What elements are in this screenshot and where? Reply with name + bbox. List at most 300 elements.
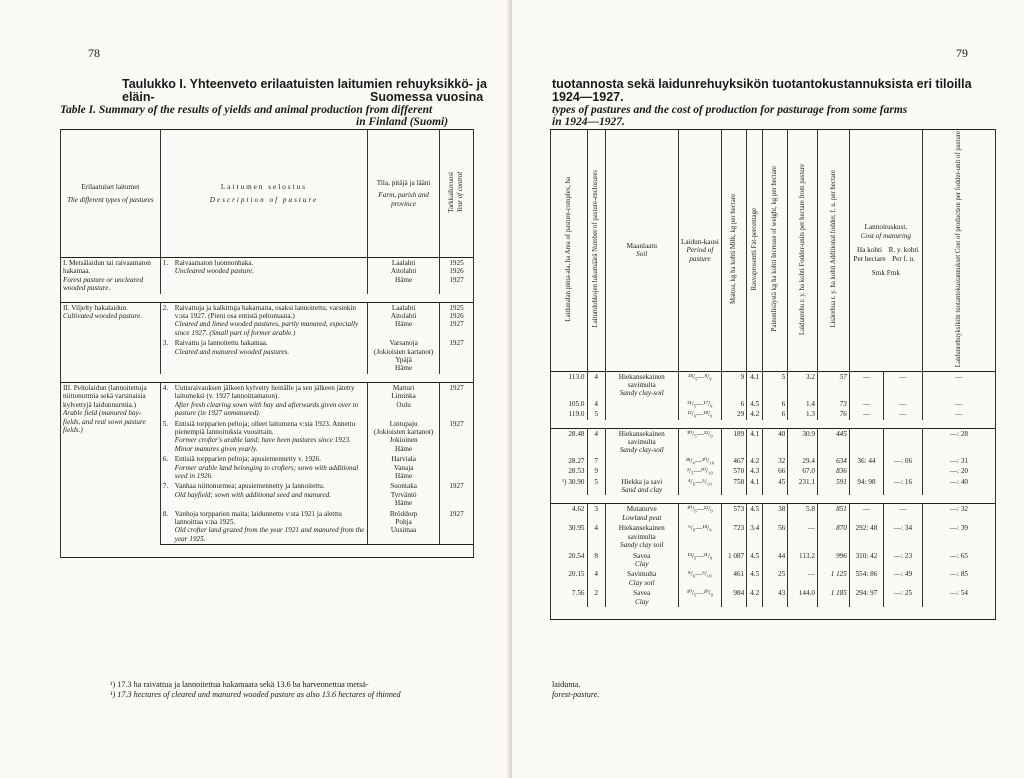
col-milk-label: Maitoa, kg ha kohti Milk, kg per hectare <box>730 194 738 305</box>
col-fat-label: Rasvaprosentti Fat-percentage <box>750 207 758 291</box>
period-cell: ¹⁰/₆—¹²/₉ <box>678 504 721 523</box>
col-header-fat <box>747 130 763 372</box>
gain-cell: 25 <box>763 569 788 588</box>
enclosure-count-cell: 4 <box>587 399 605 409</box>
soil-fi-2: savimulta <box>627 438 656 447</box>
enclosure-count-cell: 5 <box>587 477 605 496</box>
col-area-label: Laidunalan pinta-ala, ha Area of pasture-complex, ha <box>564 176 572 322</box>
soil-cell <box>605 456 678 466</box>
milk-cell: 6 <box>722 399 747 409</box>
fodder-units-cell: 144.0 <box>788 588 818 607</box>
fodder-units-cell: 3.2 <box>788 371 818 399</box>
fat-cell: 4.5 <box>747 504 763 523</box>
description-en: Uncleared wooded pasture. <box>174 267 254 276</box>
enclosure-count-cell: 2 <box>587 588 605 607</box>
period-cell: ³¹/₅—¹⁷/₉ <box>678 399 721 409</box>
area-cell: 28.48 <box>551 428 588 456</box>
soil-fi: Savea <box>633 551 651 560</box>
production-cost-cell: —: 54 <box>922 588 995 607</box>
description-cell <box>160 454 367 481</box>
soil-en: Clay soil <box>628 578 655 587</box>
period-cell: ⁶/₆—¹⁸/₉ <box>678 523 721 550</box>
soil-en: Sandy clay soil <box>620 541 664 550</box>
additional-fodder-cell: 1 125 <box>817 569 849 588</box>
col-farm-fi: Tila, pitäjä ja lääni <box>376 178 431 187</box>
area-cell: 30.95 <box>551 523 588 550</box>
gain-cell: 32 <box>763 456 788 466</box>
table-row <box>61 258 474 294</box>
group-spacer <box>61 294 474 303</box>
soil-cell <box>605 371 678 399</box>
soil-en: Sand and clay <box>621 486 663 495</box>
soil-fi: Hiekansekainen <box>618 429 665 438</box>
farm-cell: Varsanoja (Jokioisten kartanot) Ypäjä Häme <box>368 338 440 374</box>
col-per-ha: Ha kohti Per hectare <box>853 246 886 263</box>
group-name-en: Forest pasture or uncleared wooded pasture. <box>63 275 144 293</box>
description-fi: Raivaamaton luonnonhaka. <box>174 259 254 267</box>
col-year-en: Year of control <box>457 172 465 213</box>
period-cell: ²⁸/₅—⁸/₉ <box>678 371 721 399</box>
col-fertil-en: Cost of manuring <box>860 231 912 240</box>
cost-per-ha-cell: 36: 44 <box>849 456 883 466</box>
col-header-fu-ha <box>788 130 818 372</box>
description-cell <box>160 509 367 545</box>
table-row <box>61 382 474 418</box>
spacer-cell <box>61 374 474 383</box>
soil-cell <box>605 504 678 523</box>
row-number: 5. <box>162 419 169 428</box>
group-name-en: Cultivated wooded pasture. <box>63 312 142 321</box>
gain-cell: 43 <box>763 588 788 607</box>
fat-cell: 4.1 <box>747 477 763 496</box>
spacer-cell <box>551 420 996 429</box>
milk-cell: 1 087 <box>722 551 747 570</box>
col-header-period <box>678 130 721 372</box>
description-fi: Entisiä torpparien peltoja; apusiemennetty v. 1926. <box>174 455 322 464</box>
col-gain-label: Painonlisäystä kg ha kohti Increase of weight, kg per hectare <box>771 166 779 332</box>
description-cell <box>160 302 367 338</box>
cost-per-fu-cell: — <box>884 409 923 419</box>
table-title-fi-2: Suomessa vuosina <box>370 90 484 104</box>
milk-cell: 984 <box>722 588 747 607</box>
enclosure-count-cell: 7 <box>587 456 605 466</box>
fat-cell: 4.2 <box>747 409 763 419</box>
table-row <box>551 409 996 419</box>
area-cell: 20.54 <box>551 551 588 570</box>
group-spacer <box>551 495 996 504</box>
col-header-num-enclosures <box>587 130 605 372</box>
milk-cell: 723 <box>722 523 747 550</box>
group-name-fi: II. Viljelty hakalaidun. <box>63 303 128 312</box>
soil-en: Clay <box>634 559 649 568</box>
row-number: 7. <box>162 482 169 491</box>
right-page <box>512 0 1024 778</box>
farm-cell: Suontaka Tyrväntö Häme <box>368 481 440 508</box>
fill-cell <box>61 553 474 558</box>
col-period-en: Period of pasture <box>686 246 714 263</box>
farm-cell: Bröddorp Pohja Uusimaa <box>368 509 440 545</box>
year-cell: 1927 <box>440 419 474 455</box>
production-cost-cell: — <box>922 399 995 409</box>
col-header-milk <box>722 130 747 372</box>
fodder-units-cell: — <box>788 523 818 550</box>
soil-cell <box>605 428 678 456</box>
fodder-units-cell: 29.4 <box>788 456 818 466</box>
additional-fodder-cell: 76 <box>817 409 849 419</box>
soil-fi: Hiekka ja savi <box>621 477 663 486</box>
cost-per-ha-cell: 294: 97 <box>849 588 883 607</box>
milk-cell: 461 <box>722 569 747 588</box>
col-cost-label: Laidunrehuyksikön tuotantokustannukset Cost of production per fodder-unit of pasture <box>955 131 963 368</box>
fat-cell: 4.5 <box>747 551 763 570</box>
table-row <box>551 428 996 456</box>
enclosure-count-cell: 8 <box>587 551 605 570</box>
description-fi: Vanhoja torpparien maita; laidunnettu v:sta 1921 ja aletttu lannoittaa v:na 1925. <box>174 509 342 526</box>
cost-per-ha-cell: 310: 42 <box>849 551 883 570</box>
additional-fodder-cell: 836 <box>817 466 849 476</box>
soil-cell <box>605 551 678 570</box>
col-fu-add-label: Lisärehua r. y. ha kohti Additional fodder, f. u. per hectare <box>829 170 837 328</box>
year-cell: 1927 <box>440 338 474 374</box>
group-spacer <box>61 545 474 554</box>
production-cost-cell: —: 65 <box>922 551 995 570</box>
period-cell: ¹²/₆—¹⁸/₉ <box>678 409 721 419</box>
milk-cell: 29 <box>722 409 747 419</box>
fat-cell: 4.1 <box>747 371 763 399</box>
fodder-units-cell: 113.2 <box>788 551 818 570</box>
additional-fodder-cell: 1 185 <box>817 588 849 607</box>
production-cost-cell: —: 20 <box>922 466 995 476</box>
milk-cell: 573 <box>722 504 747 523</box>
cost-per-ha-cell: 94: 98 <box>849 477 883 496</box>
production-cost-cell: —: 32 <box>922 504 995 523</box>
table-row <box>61 302 474 338</box>
soil-fi-2: savimulta <box>627 532 656 541</box>
col-header-area <box>551 130 588 372</box>
cost-per-fu-cell <box>884 428 923 456</box>
additional-fodder-cell: 73 <box>817 399 849 409</box>
additional-fodder-cell: 591 <box>817 477 849 496</box>
description-en: Cleared and limed wooded pastures, partly manured, especially since 1927. (Small part of former arable.) <box>174 320 359 337</box>
col-header-farm <box>368 130 440 258</box>
row-number: 3. <box>162 339 169 348</box>
spacer-cell <box>551 607 996 615</box>
production-cost-cell: —: 28 <box>922 428 995 456</box>
area-cell: 113.0 <box>551 371 588 399</box>
milk-cell: 570 <box>722 466 747 476</box>
period-cell: ⁸/₆—⁶/₁₀ <box>678 569 721 588</box>
area-cell: ¹) 30.90 <box>551 477 588 496</box>
year-cell: 1927 <box>440 382 474 418</box>
col-header-gain <box>763 130 788 372</box>
description-fi: Entisiä torpparien peltoja; olleet laitumena v:sta 1923. Annettu pienempiä lannoituksia vuosittain. <box>174 419 356 436</box>
soil-cell <box>605 466 678 476</box>
year-cell: 1927 <box>440 481 474 508</box>
group-name-cell <box>61 382 161 544</box>
production-cost-cell: —: 31 <box>922 456 995 466</box>
cost-per-ha-cell: — <box>849 504 883 523</box>
cost-per-fu-cell: —: 23 <box>884 551 923 570</box>
description-cell <box>160 382 367 418</box>
gain-cell: 6 <box>763 399 788 409</box>
col-header-fu-add <box>817 130 849 372</box>
milk-cell: 9 <box>722 371 747 399</box>
gain-cell: 66 <box>763 466 788 476</box>
period-cell: ²⁸/₄—¹⁰/₁₀ <box>678 456 721 466</box>
area-cell: 28.53 <box>551 466 588 476</box>
group-spacer <box>551 420 996 429</box>
page-number-right: 79 <box>956 46 968 60</box>
gain-cell: 56 <box>763 523 788 550</box>
col-header-description <box>160 130 367 258</box>
enclosure-count-cell: 4 <box>587 428 605 456</box>
description-cell <box>160 419 367 455</box>
year-cell: 1925 1926 1927 <box>440 302 474 338</box>
soil-fi: Savimulta <box>627 570 657 579</box>
col-fertil-fi: Lannoituskust. <box>864 223 908 232</box>
description-fi: Uutisraivauksen jälkeen kylvetty heinälle ja sen jälkeen jätetty laitumeksi (v. 1927 lannoittamaton). <box>174 383 355 401</box>
area-cell: 4.62 <box>551 504 588 523</box>
footnote-fi: ¹) 17.3 ha raivattua ja lannoitettua hakamaata sekä 13.6 ha harvennettua metsä- <box>110 680 369 689</box>
table-title-fi-cont-1: tuotannosta sekä laidunrehuyksikön tuotantokustannuksista eri tiloilla <box>552 77 972 91</box>
description-cell <box>160 338 367 374</box>
row-number: 6. <box>162 455 169 464</box>
col-desc-fi: Laitumen selostus <box>220 183 308 192</box>
table-fill <box>61 553 474 558</box>
area-cell: 105.0 <box>551 399 588 409</box>
description-fi: Raivattu ja lannoitettu hakamaa. <box>174 339 268 348</box>
table-row <box>551 504 996 523</box>
col-fertil-unit: Smk Fmk <box>871 268 900 277</box>
group-spacer <box>551 607 996 615</box>
period-cell: ¹³/₅—²¹/₉ <box>678 551 721 570</box>
enclosure-count-cell: 5 <box>587 409 605 419</box>
milk-cell: 758 <box>722 477 747 496</box>
table-row <box>551 523 996 550</box>
cost-per-ha-cell <box>849 466 883 476</box>
table-row <box>551 551 996 570</box>
soil-cell <box>605 569 678 588</box>
area-cell: 7.56 <box>551 588 588 607</box>
cost-per-fu-cell: — <box>884 371 923 399</box>
col-header-year <box>440 130 474 258</box>
description-fi: Vanhaa niittonurmea; apusiemennetty ja lannoitettu. <box>174 482 325 491</box>
gain-cell: 5 <box>763 371 788 399</box>
fodder-units-cell: 1.4 <box>788 399 818 409</box>
soil-cell <box>605 399 678 409</box>
soil-cell <box>605 523 678 550</box>
spacer-cell <box>61 294 474 303</box>
production-cost-cell: —: 85 <box>922 569 995 588</box>
row-number: 4. <box>162 383 169 392</box>
enclosure-count-cell: 4 <box>587 569 605 588</box>
additional-fodder-cell: 996 <box>817 551 849 570</box>
group-name-fi: III. Peltolaidun (lannoitettuja niittonurmia sekä varsinaisia kylvettyjä laidunnurmia.) <box>63 383 147 409</box>
enclosure-count-cell: 4 <box>587 371 605 399</box>
soil-fi: Savea <box>633 589 651 598</box>
footnote-fi-cont: laidunta. <box>552 680 581 689</box>
cost-per-fu-cell: —: 06 <box>884 456 923 466</box>
row-number: 8. <box>162 509 169 518</box>
table-row <box>551 456 996 466</box>
area-cell: 119.0 <box>551 409 588 419</box>
col-num-label: Laitumlohkojen lukumäärä Number of pasture-enclosures <box>592 170 600 328</box>
spacer-cell <box>551 495 996 504</box>
group-name-cell <box>61 302 161 374</box>
cost-per-ha-cell: 292: 48 <box>849 523 883 550</box>
col-type-fi: Erilaatuiset laitumet <box>81 183 140 192</box>
cost-per-fu-cell: —: 49 <box>884 569 923 588</box>
period-cell: ⁴/₆—⁵/₁₀ <box>678 477 721 496</box>
additional-fodder-cell: 445 <box>817 428 849 456</box>
col-farm-en: Farm, parish and province <box>378 191 429 208</box>
gain-cell: 40 <box>763 428 788 456</box>
table-title-en-cont-1: types of pastures and the cost of production for pasturage from some farms <box>552 104 908 116</box>
soil-en: Sandy clay-soil <box>619 389 664 398</box>
group-name-cell <box>61 258 161 294</box>
gain-cell: 44 <box>763 551 788 570</box>
cost-per-fu-cell: — <box>884 399 923 409</box>
fodder-units-cell: — <box>788 569 818 588</box>
col-type-en: The different types of pastures <box>67 195 154 204</box>
cost-per-fu-cell <box>884 466 923 476</box>
description-fi: Raivattuja ja kalkittuja hakamaita, osaksi lannoitettu, varsinkin v:sta 1927. (Pieni osa entistä peltomaata.) <box>174 303 357 321</box>
cost-per-ha-cell: — <box>849 371 883 399</box>
soil-en: Clay <box>634 597 649 606</box>
year-cell: 1925 1926 1927 <box>440 258 474 294</box>
row-number: 2. <box>162 303 169 312</box>
gain-cell: 38 <box>763 504 788 523</box>
table-title-en-1: Table I. Summary of the results of yields and animal production from different <box>60 104 433 116</box>
table-title-fi-cont-2: 1924—1927. <box>552 90 624 104</box>
description-en: Old hayfield; sown with additional seed and manured. <box>174 490 332 499</box>
row-number: 1. <box>162 259 169 267</box>
production-cost-cell: —: 39 <box>922 523 995 550</box>
description-en: Former arable land belonging to crofters; sown with additional seed in 1926. <box>174 463 359 480</box>
table-row <box>551 477 996 496</box>
group-name-en: Arable field (manured hay-fields, and real sown pasture fields.) <box>63 409 146 434</box>
col-per-fu: R. y. kohti Per f. u. <box>888 246 919 263</box>
additional-fodder-cell: 870 <box>817 523 849 550</box>
table-title-fi-1: Taulukko I. Yhteenveto erilaatuisten laitumien rehuyksikkö- ja eläin- <box>122 77 487 104</box>
additional-fodder-cell: 851 <box>817 504 849 523</box>
gain-cell: 6 <box>763 409 788 419</box>
soil-fi: Mutaturve <box>626 505 657 514</box>
table-row <box>551 569 996 588</box>
fodder-units-cell: 231.1 <box>788 477 818 496</box>
milk-cell: 189 <box>722 428 747 456</box>
fodder-units-cell: 67.0 <box>788 466 818 476</box>
col-year-fi: Tarkkailuvuosi <box>448 171 456 213</box>
col-soil-fi: Maanlaatu <box>626 241 657 250</box>
cost-per-ha-cell: 554: 86 <box>849 569 883 588</box>
footnote-en: ¹) 17.3 hectares of cleared and manured wooded pasture as also 13.6 hectares of thinned <box>110 690 401 699</box>
soil-fi: Hiekansekainen <box>618 524 665 533</box>
soil-fi-2: savimulta <box>627 381 656 390</box>
fodder-units-cell: 5.8 <box>788 504 818 523</box>
description-cell <box>160 481 367 508</box>
production-cost-cell: — <box>922 409 995 419</box>
enclosure-count-cell: 9 <box>587 466 605 476</box>
area-cell: 28.27 <box>551 456 588 466</box>
left-page <box>0 0 510 778</box>
fat-cell: 4.3 <box>747 466 763 476</box>
soil-fi: Hiekansekainen <box>618 372 665 381</box>
col-header-soil <box>605 130 678 372</box>
production-cost-cell: —: 40 <box>922 477 995 496</box>
cost-per-fu-cell: —: 16 <box>884 477 923 496</box>
cost-per-fu-cell: — <box>884 504 923 523</box>
farm-cell: Harviala Vanaja Häme <box>368 454 440 481</box>
table-title-en-2: in Finland (Suomi) <box>356 116 449 128</box>
description-en: Cleared and manured wooded pastures. <box>174 347 290 356</box>
table-row <box>551 371 996 399</box>
table-row <box>551 466 996 476</box>
fodder-units-cell: 1.3 <box>788 409 818 419</box>
soil-cell <box>605 477 678 496</box>
year-cell <box>440 454 474 481</box>
fat-cell: 4.5 <box>747 399 763 409</box>
fat-cell: 4.2 <box>747 456 763 466</box>
group-name-fi: I. Metsälaidun tai raivaamaton hakamaa. <box>63 259 151 276</box>
milk-cell: 467 <box>722 456 747 466</box>
fat-cell: 4.5 <box>747 569 763 588</box>
fat-cell: 4.2 <box>747 588 763 607</box>
additional-fodder-cell: 57 <box>817 371 849 399</box>
page-number-left: 78 <box>88 46 100 60</box>
soil-en: Sandy clay-soil <box>619 446 664 455</box>
fat-cell: 4.1 <box>747 428 763 456</box>
group-spacer <box>61 374 474 383</box>
description-en: Former crofter's arable land; have been pastures since 1923. Minor manures given yearly. <box>174 436 351 453</box>
summary-table-right <box>550 129 996 620</box>
fat-cell: 3.4 <box>747 523 763 550</box>
gain-cell: 45 <box>763 477 788 496</box>
description-cell <box>160 258 367 294</box>
table-title-en-cont-2: in 1924—1927. <box>552 116 625 128</box>
col-period-fi: Laidun-kausi <box>680 237 719 246</box>
cost-per-ha-cell: — <box>849 399 883 409</box>
production-cost-cell: — <box>922 371 995 399</box>
col-header-type <box>61 130 161 258</box>
description-en: Old crofter land grazed from the year 1921 and manured from the year 1925. <box>174 526 365 543</box>
col-soil-en: Soil <box>636 250 648 259</box>
period-cell: ³⁰/₅—²⁰/₉ <box>678 588 721 607</box>
description-en: After fresh clearing sown with hay and afterwards given over to pasture (in 1927 unmanured). <box>174 400 359 418</box>
year-cell: 1927 <box>440 509 474 545</box>
farm-cell: Matturi Liminka Oulu <box>368 382 440 418</box>
col-header-cost <box>922 130 995 372</box>
spacer-cell <box>61 545 474 554</box>
enclosure-count-cell: 3 <box>587 504 605 523</box>
soil-cell <box>605 409 678 419</box>
table-row <box>551 399 996 409</box>
col-desc-en: Description of pasture <box>209 195 319 204</box>
soil-en: Lowland peat <box>622 513 662 522</box>
cost-per-fu-cell: —: 34 <box>884 523 923 550</box>
cost-per-ha-cell: — <box>849 409 883 419</box>
cost-per-ha-cell <box>849 428 883 456</box>
farm-cell: Laalahti Aitolahti Häme <box>368 258 440 294</box>
table-fill <box>551 615 996 620</box>
soil-cell <box>605 588 678 607</box>
summary-table-left <box>60 129 474 558</box>
cost-per-fu-cell: —: 25 <box>884 588 923 607</box>
area-cell: 20.15 <box>551 569 588 588</box>
fodder-units-cell: 30.9 <box>788 428 818 456</box>
fill-cell <box>551 615 996 620</box>
col-fu-ha-label: Laidunrehu r. y. ha kohti Fodder-units per hectare from pasture <box>798 163 806 335</box>
